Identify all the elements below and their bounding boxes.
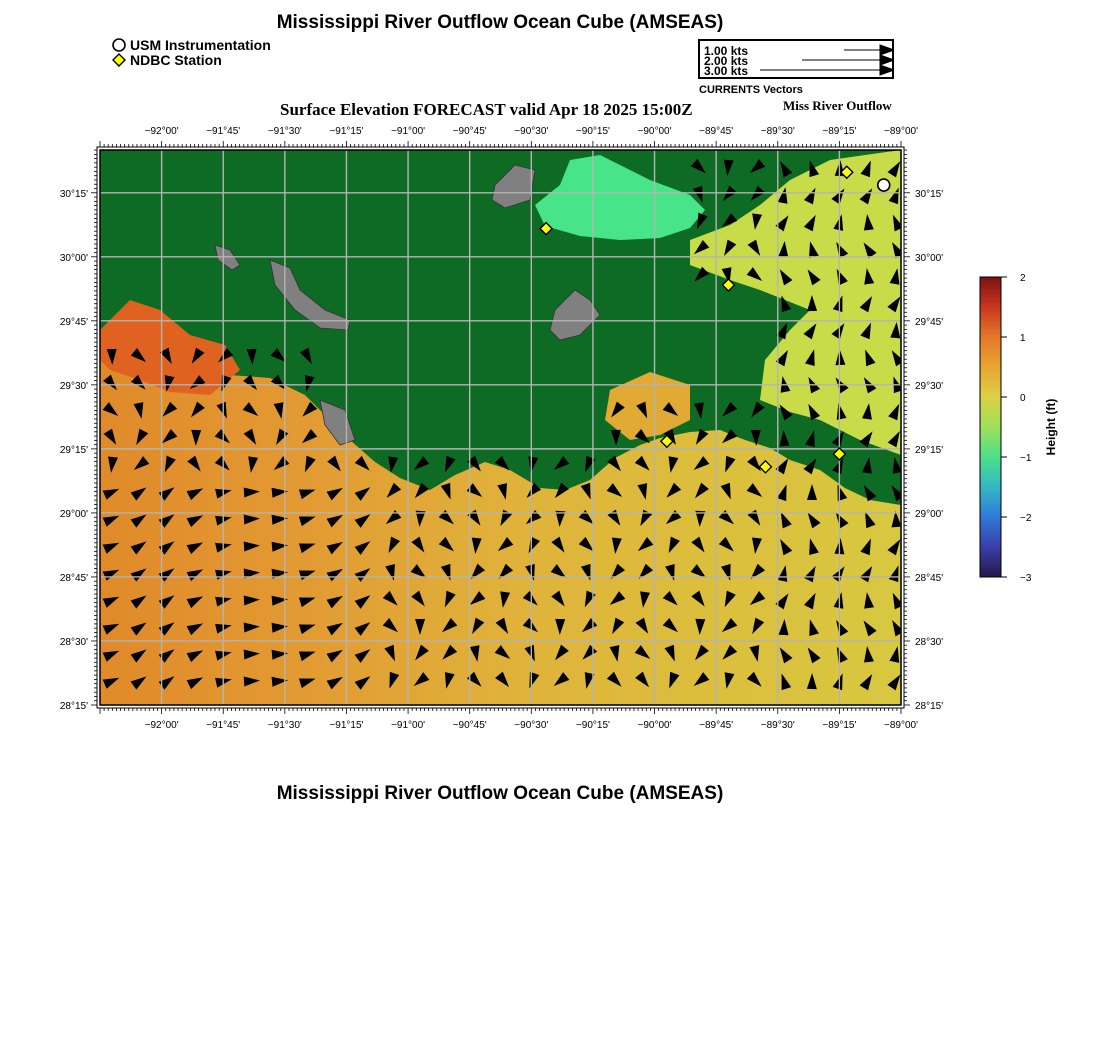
- lon-label-top: −92°00': [144, 126, 179, 137]
- lon-label-bottom: −91°45': [206, 720, 241, 731]
- colorbar-label: Height (ft): [1044, 398, 1058, 456]
- lon-label-top: −90°15': [575, 126, 610, 137]
- lat-label-left: 29°45': [59, 316, 88, 328]
- lat-label-left: 30°15': [59, 188, 88, 200]
- lat-label-left: 28°30': [59, 636, 88, 648]
- lon-label-top: −89°30': [760, 126, 795, 137]
- lat-label-right: 29°15': [915, 444, 944, 456]
- lat-label-left: 28°15': [59, 701, 88, 712]
- lat-label-left: 29°30': [59, 380, 88, 392]
- map-region-label: Miss River Outflow: [783, 98, 892, 113]
- lon-label-top: −90°30': [514, 126, 549, 137]
- lon-label-bottom: −90°30': [514, 720, 549, 731]
- lon-label-bottom: −90°00': [637, 720, 672, 731]
- lon-label-bottom: −90°15': [575, 720, 610, 731]
- lon-label-bottom: −90°45': [452, 720, 487, 731]
- lat-label-right: 28°15': [915, 701, 944, 712]
- lon-label-top: −89°45': [699, 126, 734, 137]
- colorbar-tick-label: −2: [1020, 513, 1032, 524]
- map-field: [100, 150, 905, 705]
- map-title: Mississippi River Outflow Ocean Cube (AMSEAS): [276, 12, 724, 33]
- lat-label-left: 29°15': [59, 444, 88, 456]
- vector-key-label: 2.00 kts: [704, 54, 749, 68]
- lon-label-bottom: −89°45': [699, 720, 734, 731]
- vector-key-label: 1.00 kts: [704, 44, 749, 58]
- lat-label-right: 29°45': [915, 316, 944, 328]
- lon-label-top: −91°00': [391, 126, 426, 137]
- vector-key-caption: CURRENTS Vectors: [699, 84, 803, 96]
- usm-station-marker[interactable]: [878, 179, 890, 191]
- lon-label-top: −90°00': [637, 126, 672, 137]
- lon-label-top: −89°15': [822, 126, 857, 137]
- colorbar-tick-label: 2: [1020, 273, 1026, 284]
- lat-label-right: 30°15': [915, 188, 944, 200]
- lon-label-bottom: −91°30': [267, 720, 302, 731]
- lon-label-bottom: −91°00': [391, 720, 426, 731]
- colorbar-tick-label: −1: [1020, 453, 1032, 464]
- lon-label-top: −90°45': [452, 126, 487, 137]
- lon-label-bottom: −89°00': [884, 720, 918, 731]
- lon-label-bottom: −89°15': [822, 720, 857, 731]
- colorbar-ramp: [980, 277, 1001, 577]
- lon-label-top: −91°30': [267, 126, 302, 137]
- lon-label-bottom: −91°15': [329, 720, 364, 731]
- colorbar-tick-label: −3: [1020, 573, 1032, 584]
- lat-label-right: 29°00': [915, 508, 944, 520]
- lat-label-right: 29°30': [915, 380, 944, 392]
- lat-label-right: 28°30': [915, 636, 944, 648]
- legend-ndbc-label: NDBC Station: [130, 52, 222, 68]
- lon-label-bottom: −92°00': [144, 720, 179, 731]
- lat-label-right: 28°45': [915, 572, 944, 584]
- colorbar-tick-label: 1: [1020, 333, 1026, 344]
- lat-label-left: 28°45': [59, 572, 88, 584]
- colorbar-tick-label: 0: [1020, 393, 1026, 404]
- map-subtitle: Surface Elevation FORECAST valid Apr 18 2025 15:00Z: [280, 100, 693, 119]
- vector-key-label: 3.00 kts: [704, 64, 749, 78]
- legend-usm-label: USM Instrumentation: [130, 37, 271, 53]
- lon-label-top: −91°15': [329, 126, 364, 137]
- lon-label-bottom: −89°30': [760, 720, 795, 731]
- lat-label-left: 30°00': [59, 252, 88, 264]
- lon-label-top: −89°00': [884, 126, 918, 137]
- lon-label-top: −91°45': [206, 126, 241, 137]
- lat-label-right: 30°00': [915, 252, 944, 264]
- colorbar: [980, 273, 1058, 584]
- colorbar-ticks: [1001, 273, 1032, 584]
- map-title-repeat: Mississippi River Outflow Ocean Cube (AMSEAS): [276, 783, 724, 804]
- lat-label-left: 29°00': [59, 508, 88, 520]
